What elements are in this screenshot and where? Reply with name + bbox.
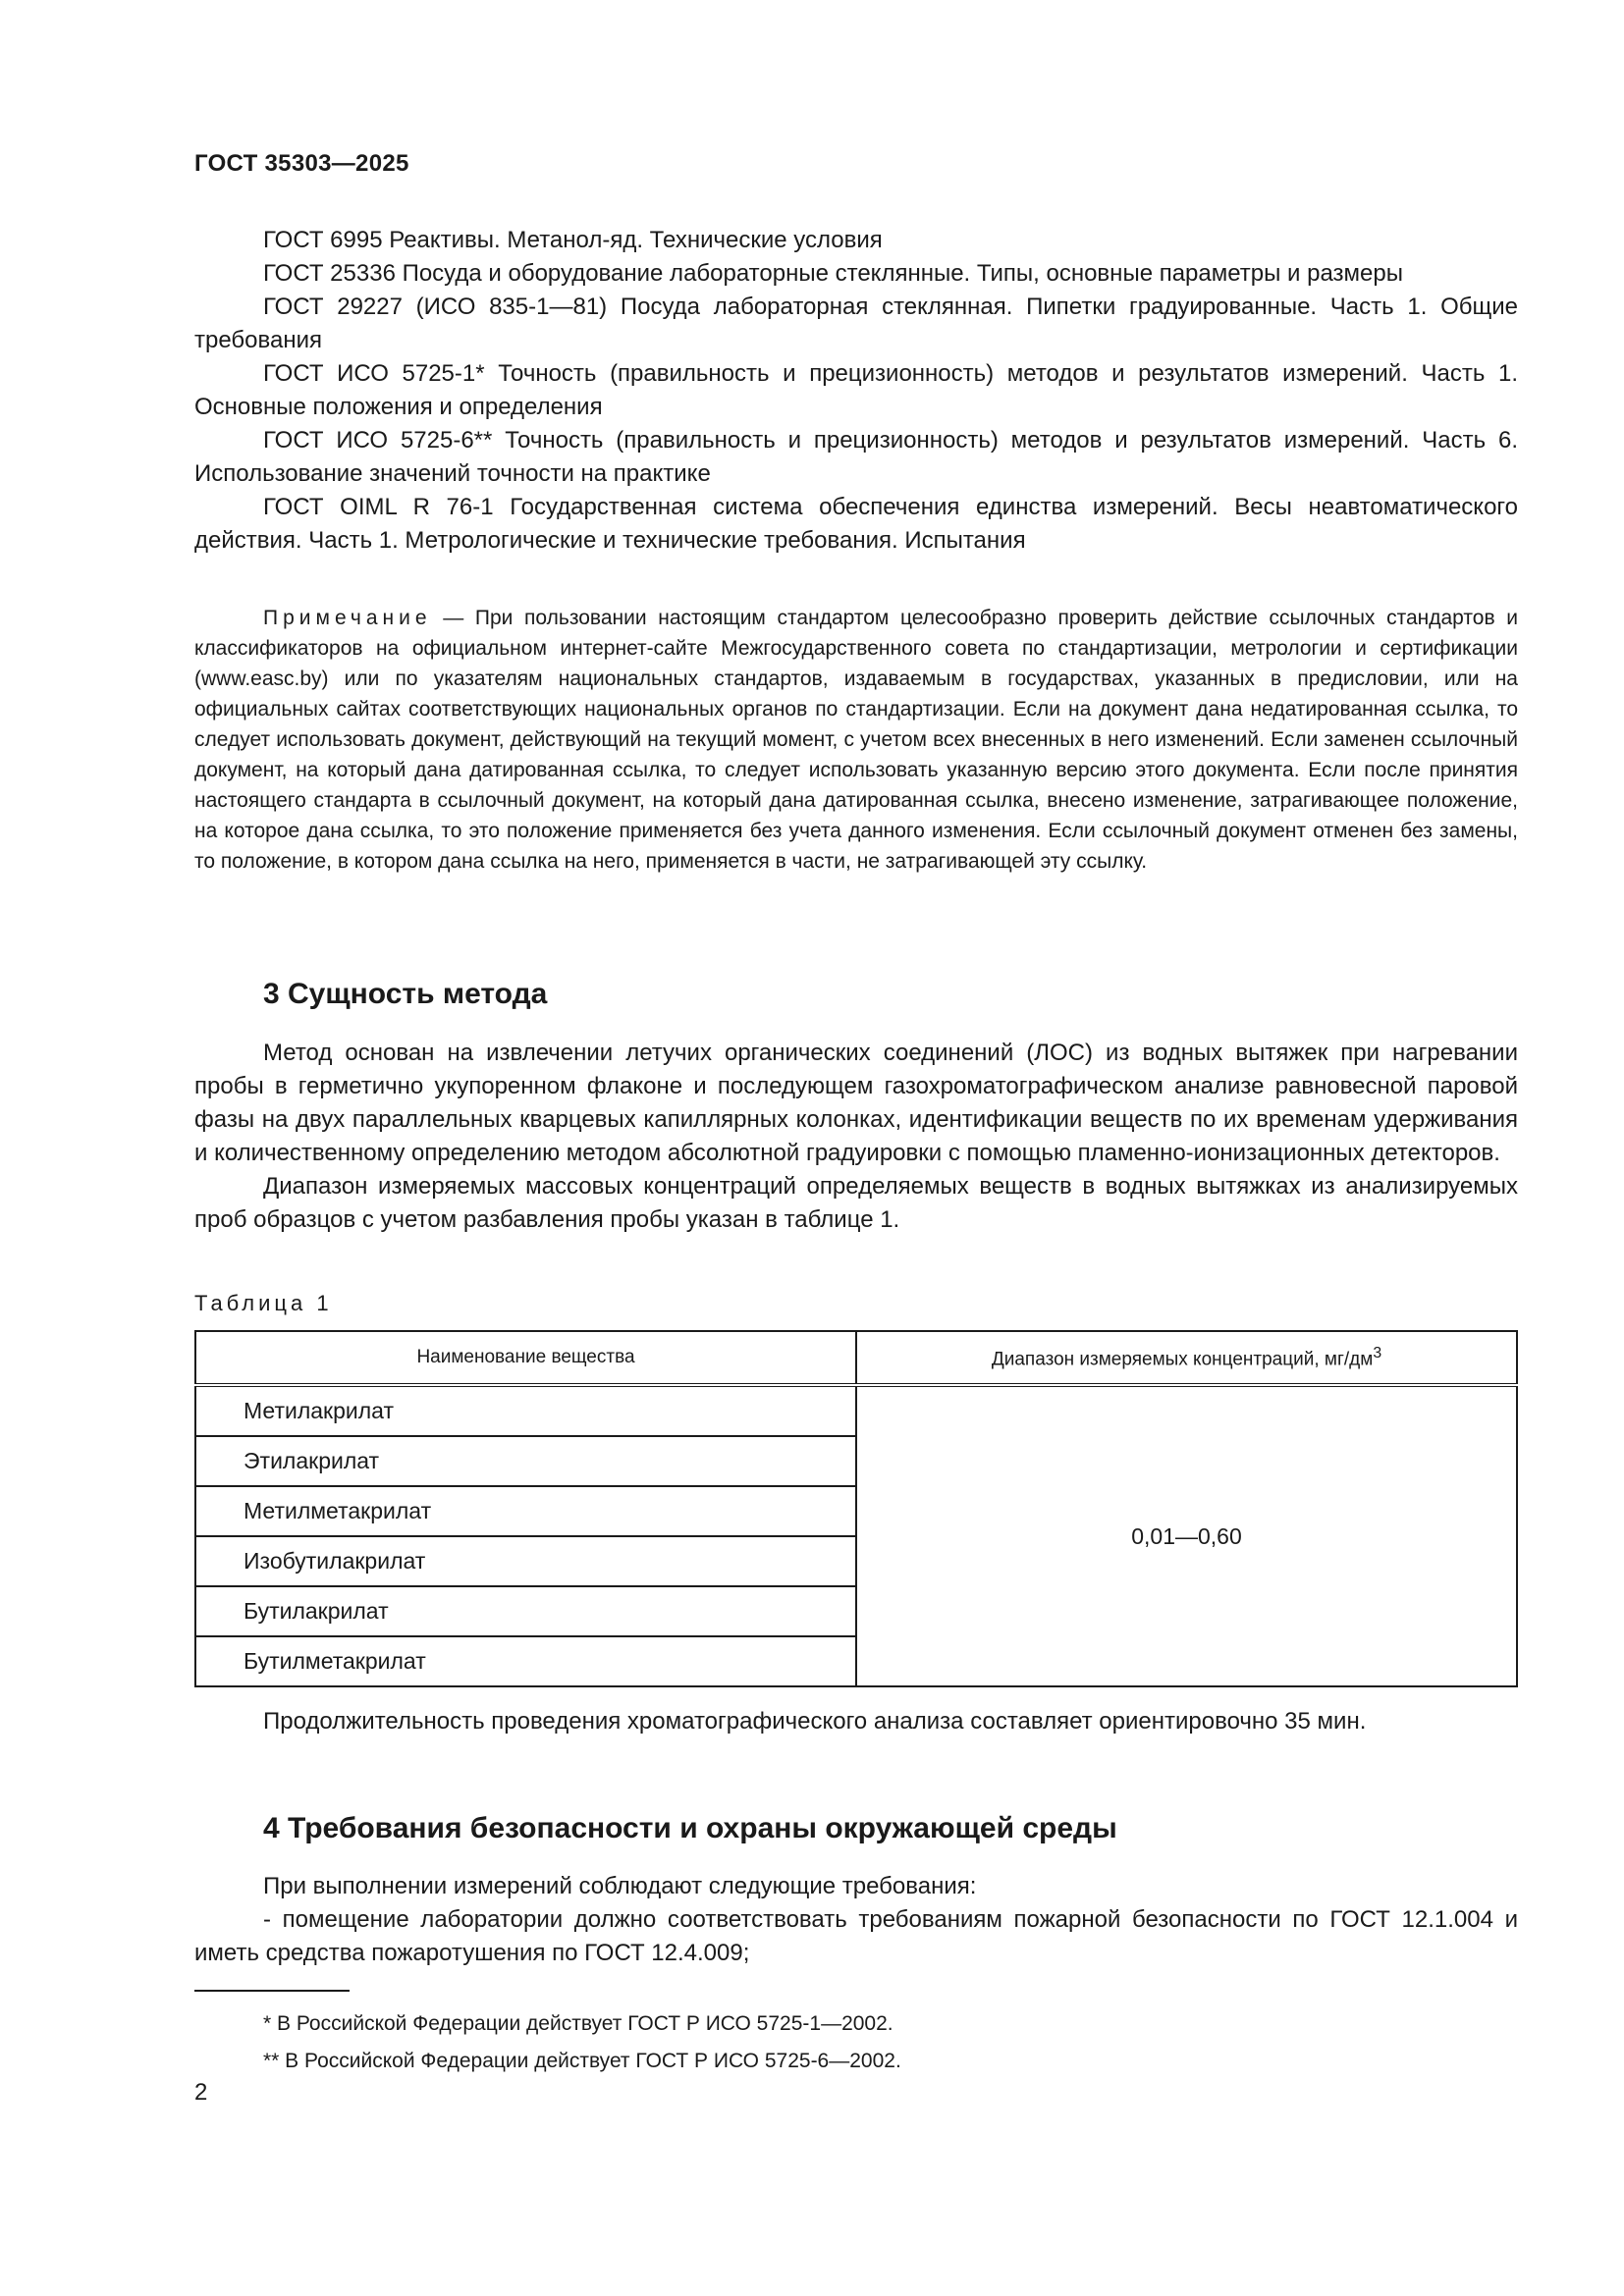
reference-item: ГОСТ 6995 Реактивы. Метанол-яд. Технические условия [263, 227, 883, 253]
normative-references-list [194, 224, 1518, 558]
substance-cell: Этилакрилат [195, 1436, 856, 1486]
analysis-duration-text: Продолжительность проведения хроматографического анализа составляет ориентировочно 35 мин. [263, 1708, 1367, 1735]
section-3-paragraph: Диапазон измеряемых массовых концентраций определяемых веществ в водных вытяжках из анализируемых проб образцов с учетом разбавления пробы указан в таблице 1. [194, 1173, 1518, 1233]
column-header-range [856, 1331, 1517, 1385]
table-1-caption: Таблица 1 [194, 1291, 333, 1315]
column-header-range-sup: 3 [1373, 1344, 1382, 1362]
footnote: ** В Российской Федерации действует ГОСТ Р ИСО 5725-6—2002. [263, 2050, 901, 2072]
section-4-paragraph: - помещение лаборатории должно соответствовать требованиям пожарной безопасности по ГОСТ 12.1.004 и иметь средства пожаротушения по ГОСТ 12.4.009; [194, 1906, 1518, 1966]
references-note [194, 603, 1518, 877]
section-3-body [194, 1037, 1518, 1237]
column-header-range-text: Диапазон измеряемых концентраций, мг/дм [991, 1349, 1374, 1370]
note-label: Примечание [263, 607, 432, 629]
document-header: ГОСТ 35303—2025 [194, 150, 409, 177]
table-row [195, 1385, 1517, 1436]
reference-item: ГОСТ 29227 (ИСО 835-1—81) Посуда лабораторная стеклянная. Пипетки градуированные. Часть 1. Общие требования [194, 294, 1518, 353]
footnote-divider [194, 1990, 350, 1992]
reference-item: ГОСТ ИСО 5725-6** Точность (правильность и прецизионность) методов и результатов измерений. Часть 6. Использование значений точности на практике [194, 427, 1518, 487]
reference-item: ГОСТ OIML R 76-1 Государственная система обеспечения единства измерений. Весы неавтоматического действия. Часть 1. Метрологические и технические требования. Испытания [194, 494, 1518, 554]
substance-cell: Бутилакрилат [195, 1586, 856, 1636]
reference-item: ГОСТ 25336 Посуда и оборудование лабораторные стеклянные. Типы, основные параметры и размеры [263, 260, 1403, 287]
substance-cell: Бутилметакрилат [195, 1636, 856, 1686]
table-header-row [195, 1331, 1517, 1385]
page-number: 2 [194, 2079, 208, 2106]
substance-cell: Метилметакрилат [195, 1486, 856, 1536]
table-1 [194, 1330, 1518, 1687]
footnote: * В Российской Федерации действует ГОСТ Р ИСО 5725-1—2002. [263, 2012, 893, 2035]
analysis-duration [194, 1705, 1518, 1738]
section-4-body [194, 1870, 1518, 1970]
footnotes [263, 2005, 901, 2080]
note-text: — При пользовании настоящим стандартом целесообразно проверить действие ссылочных стандартов и классификаторов на официальном интернет-сайте Межгосударственного совета по стандартизации, метрологии и сертификации (www.easc.by) или по указателям национальных стандартов, издаваемым в государствах, указанных в предисловии, или на официальных сайтах соответствующих национальных органов по стандартизации. Если на документ дана недатированная ссылка, то следует использовать документ, действующий на текущий момент, с учетом всех внесенных в него изменений. Если заменен ссылочный документ, на который дана датированная ссылка, то следует использовать указанную версию этого документа. Если после принятия настоящего стандарта в ссылочный документ, на который дана датированная ссылка, внесено изменение, затрагивающее положение, на которое дана ссылка, то это положение применяется без учета данного изменения. Если ссылочный документ отменен без замены, то положение, в котором дана ссылка на него, применяется в части, не затрагивающей эту ссылку. [194, 607, 1518, 873]
reference-item: ГОСТ ИСО 5725-1* Точность (правильность и прецизионность) методов и результатов измерений. Часть 1. Основные положения и определения [194, 360, 1518, 420]
substance-cell: Изобутилакрилат [195, 1536, 856, 1586]
section-3-paragraph: Метод основан на извлечении летучих органических соединений (ЛОС) из водных вытяжек при нагревании пробы в герметично укупоренном флаконе и последующем газохроматографическом анализе равновесной паровой фазы на двух параллельных кварцевых капиллярных колонках, идентификации веществ по их временам удерживания и количественному определению методом абсолютной градуировки с помощью пламенно-ионизационных детекторов. [194, 1040, 1518, 1166]
section-4-title: 4 Требования безопасности и охраны окружающей среды [263, 1812, 1117, 1844]
range-cell: 0,01—0,60 [856, 1385, 1517, 1686]
section-3-title: 3 Сущность метода [263, 978, 548, 1010]
column-header-substance: Наименование вещества [195, 1331, 856, 1385]
section-4-paragraph: При выполнении измерений соблюдают следующие требования: [263, 1873, 977, 1899]
substance-cell: Метилакрилат [195, 1385, 856, 1436]
